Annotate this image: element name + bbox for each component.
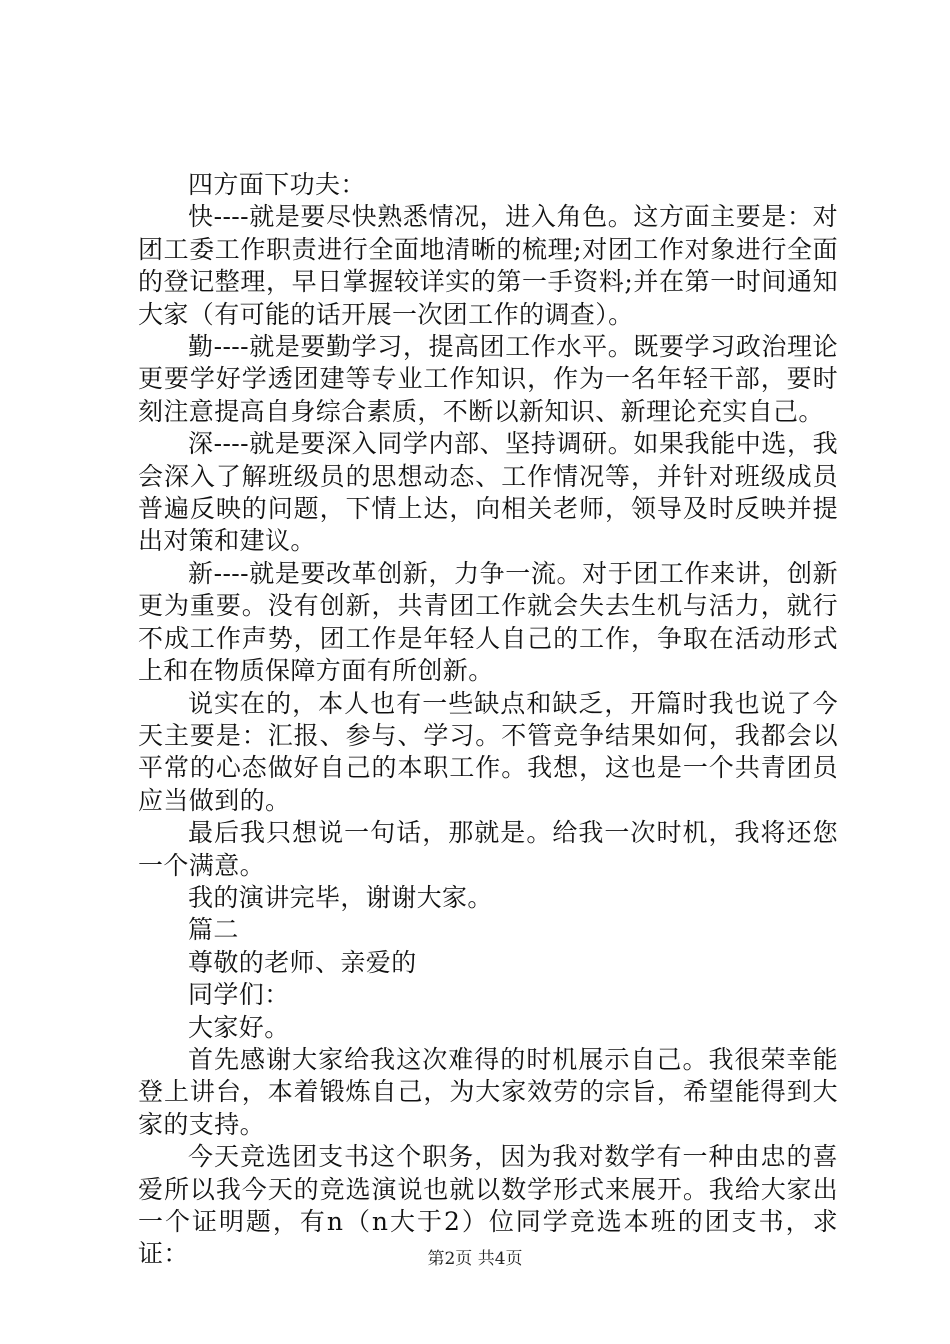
paragraph-closing: 我的演讲完毕，谢谢大家。 [188,882,493,912]
salutation-classmates: 同学们： [188,980,290,1010]
greeting: 大家好。 [188,1012,290,1042]
paragraph-kuai: 快----就是要尽快熟悉情况，进入角色。这方面主要是：对团工委工作职责进行全面地清晰的梳理;对团工作对象进行全面的登记整理，早日掌握较详实的第一手资料;并在第一时间通知大家（有可能的话开展一次团工作的调查）。 [138,202,838,329]
paragraph-final-words: 最后我只想说一句话，那就是。给我一次时机，我将还您一个满意。 [138,818,838,880]
paragraph-intro: 四方面下功夫： [188,170,366,199]
paragraph-thanks: 首先感谢大家给我这次难得的时机展示自己。我很荣幸能登上讲台，本着锻炼自己，为大家效劳的宗旨，希望能得到大家的支持。 [138,1044,838,1139]
salutation-teachers: 尊敬的老师、亲爱的 [188,947,417,977]
paragraph-math-proof: 今天竞选团支书这个职务，因为我对数学有一种由忠的喜爱所以我今天的竞选演说也就以数学形式来展开。我给大家出一个证明题，有n（n大于2）位同学竞选本班的团支书，求证： [138,1142,838,1269]
section-heading-part-two: 篇二 [188,915,239,945]
page-number-footer: 第2页 共4页 [427,1249,523,1269]
paragraph-shen: 深----就是要深入同学内部、坚持调研。如果我能中选，我会深入了解班级员的思想动态、工作情况等，并针对班级成员普遍反映的问题，下情上达，向相关老师，领导及时反映并提出对策和建议。 [138,429,838,556]
paragraph-shortcomings: 说实在的，本人也有一些缺点和缺乏，开篇时我也说了今天主要是：汇报、参与、学习。不管竞争结果如何，我都会以平常的心态做好自己的本职工作。我想，这也是一个共青团员应当做到的。 [138,688,838,815]
document-body [138,169,838,1271]
paragraph-xin: 新----就是要改革创新，力争一流。对于团工作来讲，创新更为重要。没有创新，共青团工作就会失去生机与活力，就行不成工作声势，团工作是年轻人自己的工作，争取在活动形式上和在物质保障方面有所创新。 [138,558,838,686]
paragraph-qin: 勤----就是要勤学习，提高团工作水平。既要学习政治理论更要学好学透团建等专业工作知识，作为一名年轻干部，要时刻注意提高自身综合素质，不断以新知识、新理论充实自己。 [138,332,838,426]
